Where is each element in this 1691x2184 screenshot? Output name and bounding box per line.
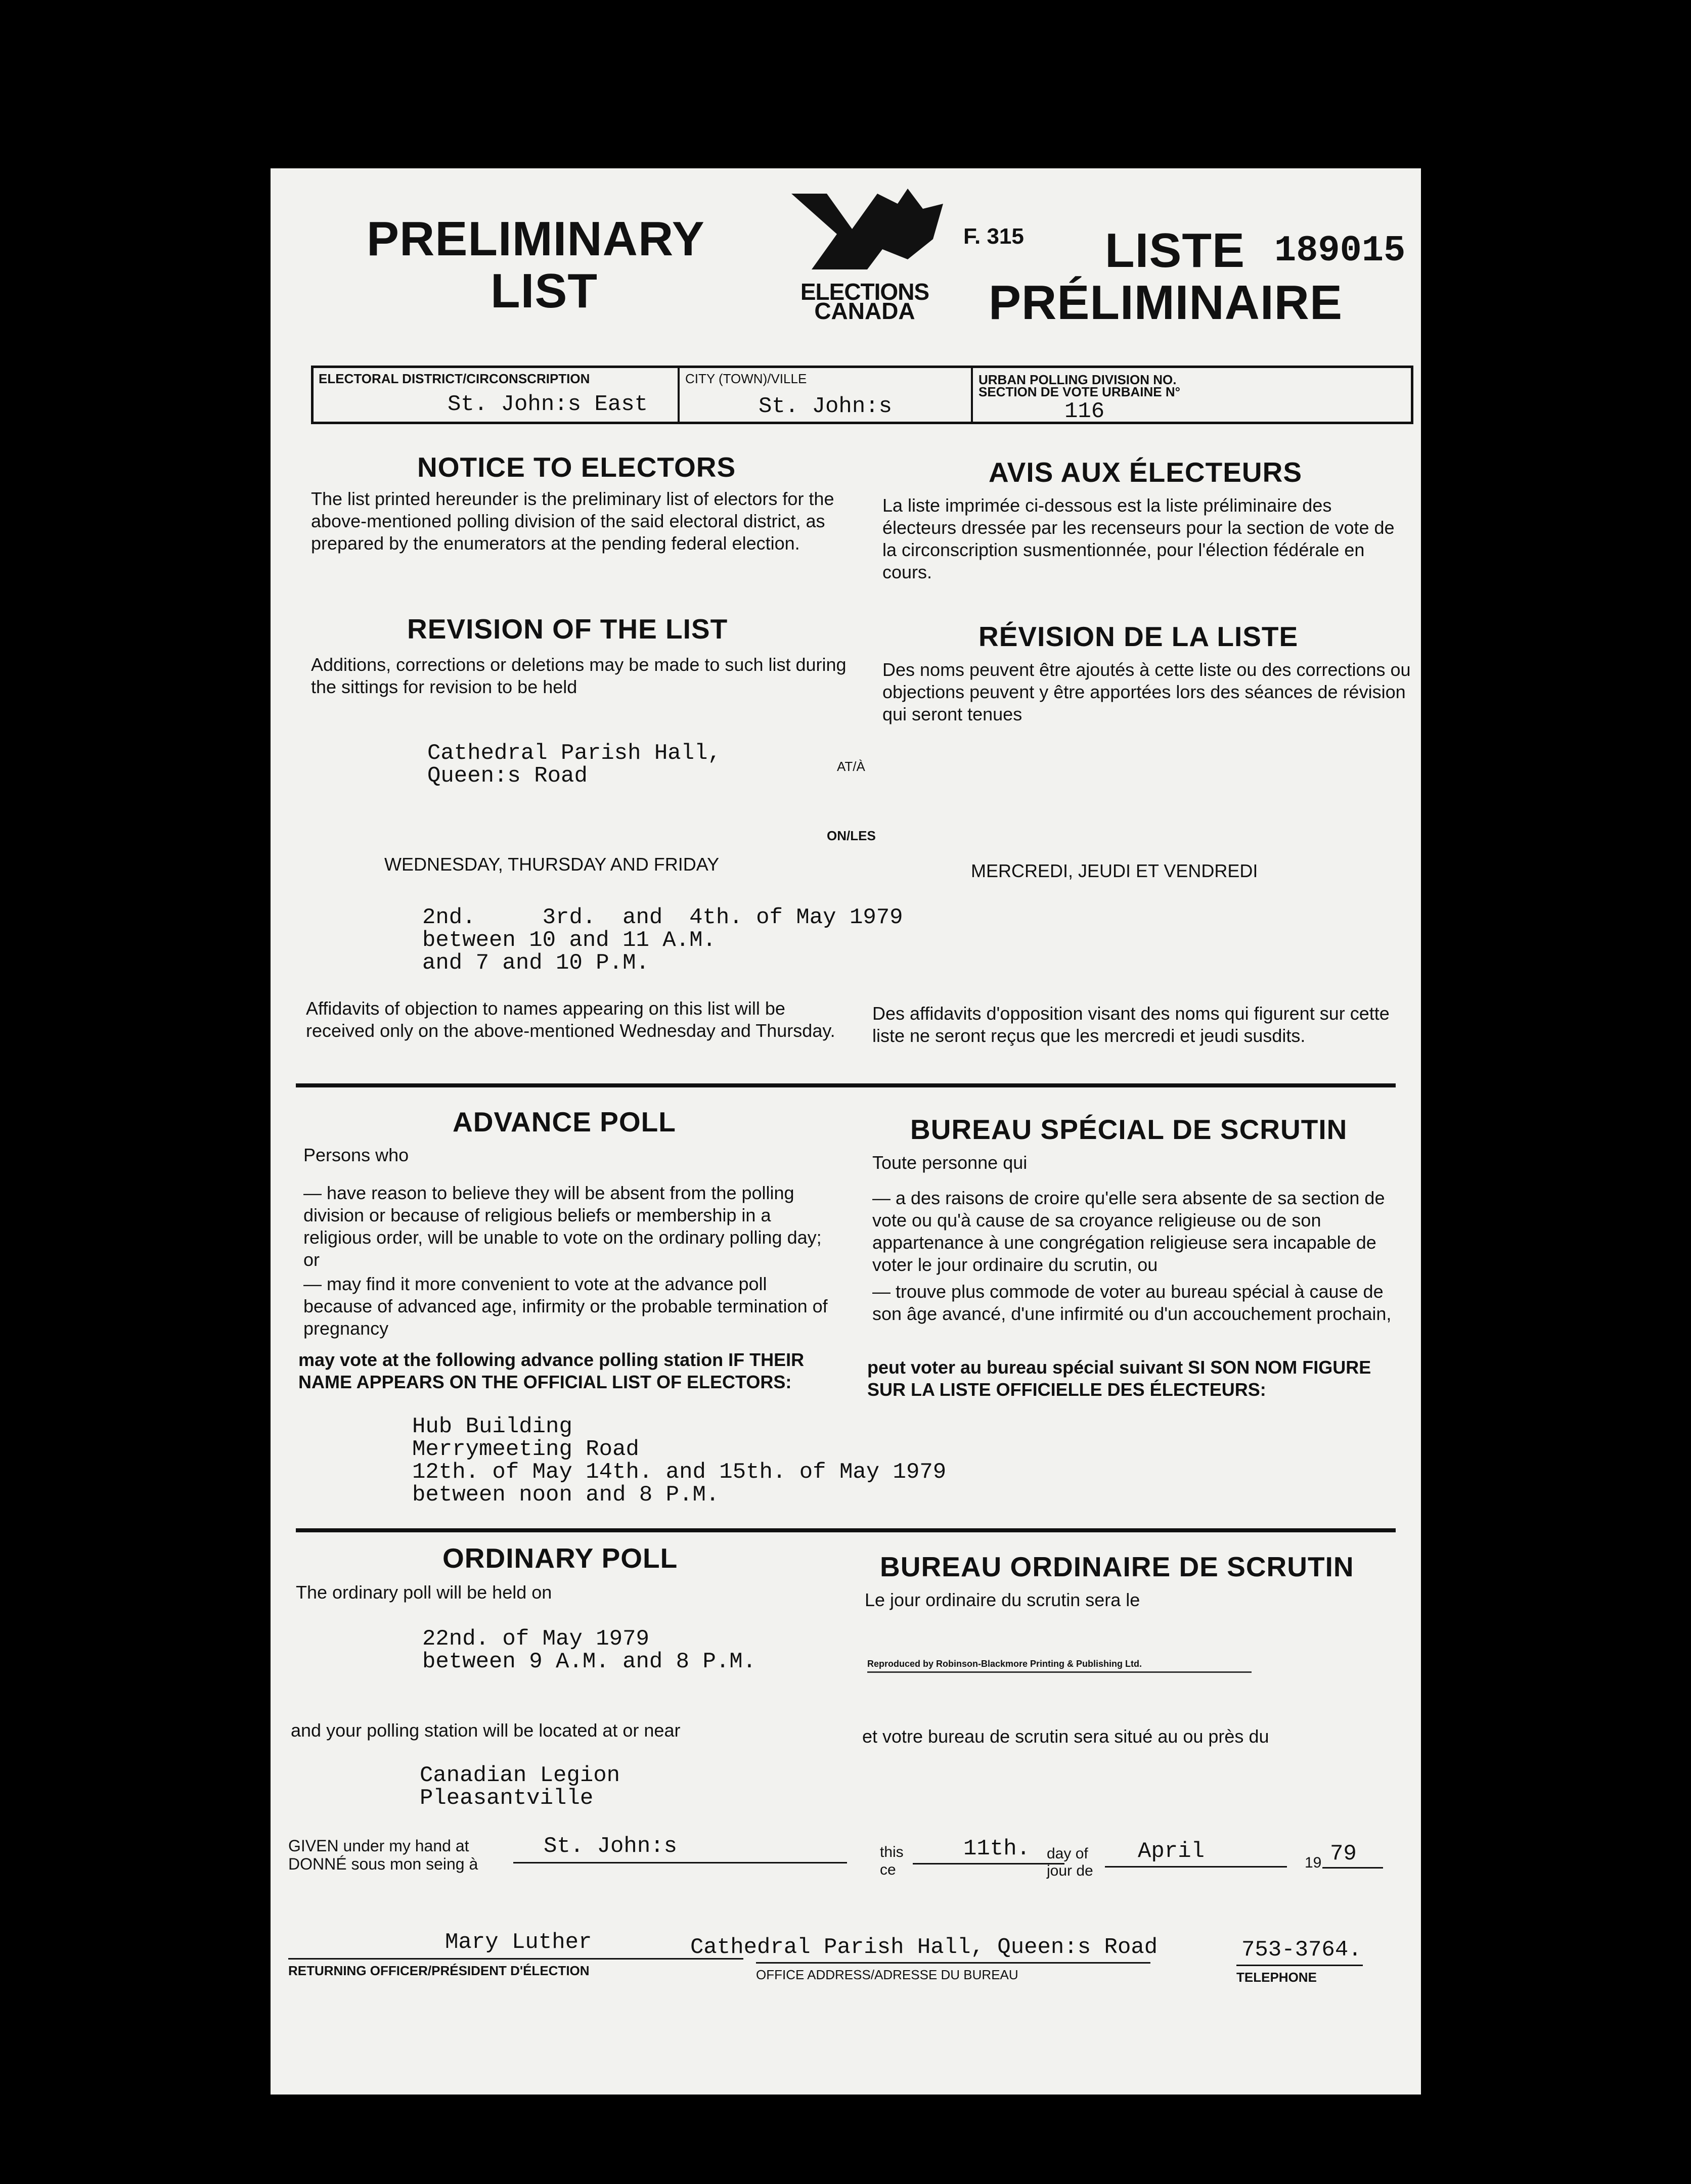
day-underline — [913, 1863, 1064, 1864]
persons-en: Persons who — [303, 1145, 409, 1165]
place-underline — [513, 1862, 847, 1863]
ordinary-title-fr: BUREAU ORDINAIRE DE SCRUTIN — [880, 1551, 1354, 1582]
advance-item2-en: — may find it more convenient to vote at the advance poll because of advanced age, infirmity or the probable termination of pregnancy — [303, 1273, 828, 1339]
revision-title-en: REVISION OF THE LIST — [407, 613, 728, 645]
advance-title-fr: BUREAU SPÉCIAL DE SCRUTIN — [910, 1114, 1348, 1145]
signature-year: 79 — [1330, 1841, 1357, 1867]
affidavit-en: Affidavits of objection to names appearing on this list will be received only on the above-mentioned Wednesday and Thursday. — [306, 998, 835, 1041]
notice-text-fr: La liste imprimée ci-dessous est la liste préliminaire des électeurs dressée par les recenseurs pour la section de vote de la circonscription susmentionnée, pour l'élection fédérale en cours. — [882, 495, 1395, 582]
jour-de-label: jour de — [1047, 1862, 1093, 1879]
advance-closing-fr: peut voter au bureau spécial suivant SI SON NOM FIGURE SUR LA LISTE OFFICIELLE DES ÉLECTEURS: — [867, 1357, 1371, 1400]
given-fr: DONNÉ sous mon seing à — [288, 1855, 478, 1873]
office-label: OFFICE ADDRESS/ADRESSE DU BUREAU — [756, 1967, 1018, 1982]
signature-day: 11th. — [963, 1836, 1031, 1861]
advance-closing-en: may vote at the following advance polling station IF THEIR NAME APPEARS ON THE OFFICIAL LIST OF ELECTORS: — [298, 1349, 805, 1392]
ordinary-station-line1: Canadian Legion — [420, 1763, 620, 1788]
advance-item2-fr: — trouve plus commode de voter au bureau spécial à cause de son âge avancé, d'une infirmité ou d'un accouchement prochain, — [872, 1281, 1392, 1324]
ordinary-location-fr: et votre bureau de scrutin sera situé au ou près du — [862, 1726, 1269, 1747]
revision-text-fr: Des noms peuvent être ajoutés à cette liste ou des corrections ou objections peuvent y être apportées lors des séances de révision qui seront tenues — [882, 659, 1411, 724]
city-label: CITY (TOWN)/VILLE — [685, 371, 807, 386]
signature-month: April — [1138, 1839, 1205, 1864]
printer-stamp: Reproduced by Robinson-Blackmore Printing & Publishing Ltd. — [867, 1659, 1252, 1673]
form-number: F. 315 — [963, 224, 1024, 249]
logo-text-line1: ELECTIONS — [800, 279, 929, 305]
day-of-label: day of — [1047, 1845, 1088, 1862]
ordinary-location-en: and your polling station will be located at or near — [291, 1720, 681, 1741]
officer-label: RETURNING OFFICER/PRÉSIDENT D'ÉLECTION — [288, 1963, 590, 1978]
telephone-underline — [1236, 1965, 1363, 1966]
title-en-line1: PRELIMINARY — [367, 212, 705, 266]
preliminary-list-form — [271, 168, 1421, 2095]
year-underline — [1322, 1867, 1383, 1869]
signature-place: St. John:s — [544, 1834, 678, 1859]
title-fr-line2: PRÉLIMINAIRE — [989, 276, 1343, 330]
on-label: ON/LES — [827, 828, 876, 843]
month-underline — [1105, 1866, 1287, 1868]
notice-title-en: NOTICE TO ELECTORS — [417, 451, 736, 483]
advance-station-line2: Merrymeeting Road — [412, 1437, 639, 1462]
advance-title-en: ADVANCE POLL — [453, 1106, 676, 1138]
advance-station-line1: Hub Building — [412, 1414, 572, 1439]
telephone: 753-3764. — [1241, 1937, 1362, 1963]
divider-2 — [296, 1528, 1396, 1532]
ordinary-held-fr: Le jour ordinaire du scrutin sera le — [865, 1589, 1140, 1610]
ordinary-station-line2: Pleasantville — [420, 1786, 594, 1811]
notice-title-fr: AVIS AUX ÉLECTEURS — [989, 457, 1303, 488]
title-en-line2: LIST — [491, 264, 598, 318]
advance-item1-en: — have reason to believe they will be absent from the polling division or because of religious beliefs or membership in a religious order, will be unable to vote on the ordinary polling day; or — [303, 1182, 822, 1270]
division-label-2: SECTION DE VOTE URBAINE N° — [978, 384, 1180, 399]
city-value: St. John:s — [759, 394, 893, 419]
officer-name: Mary Luther — [445, 1930, 592, 1955]
revision-text-en: Additions, corrections or deletions may be made to such list during the sittings for revision to be held — [311, 654, 847, 697]
elections-canada-logo — [781, 184, 948, 325]
revision-dates-line3: and 7 and 10 P.M. — [422, 950, 649, 976]
ce-label: ce — [880, 1861, 896, 1878]
revision-title-fr: RÉVISION DE LA LISTE — [978, 621, 1299, 652]
ordinary-date-line1: 22nd. of May 1979 — [422, 1626, 649, 1652]
ordinary-held-en: The ordinary poll will be held on — [296, 1582, 552, 1603]
telephone-label: TELEPHONE — [1236, 1970, 1317, 1985]
at-label: AT/À — [837, 759, 865, 774]
days-en: WEDNESDAY, THURSDAY AND FRIDAY — [384, 854, 720, 875]
notice-text-en: The list printed hereunder is the preliminary list of electors for the above-mentioned polling division of the said electoral district, as prepared by the enumerators at the pending federal election. — [311, 488, 834, 554]
divider-1 — [296, 1083, 1396, 1087]
division-label-1: URBAN POLLING DIVISION NO. — [978, 372, 1177, 387]
affidavit-fr: Des affidavits d'opposition visant des noms qui figurent sur cette liste ne seront reçus que les mercredi et jeudi susdits. — [872, 1003, 1390, 1046]
revision-dates-line1: 2nd. 3rd. and 4th. of May 1979 — [422, 905, 903, 930]
ordinary-title-en: ORDINARY POLL — [442, 1542, 678, 1574]
serial-number: 189015 — [1274, 230, 1406, 271]
advance-item1-fr: — a des raisons de croire qu'elle sera absente de sa section de vote ou qu'à cause de sa croyance religieuse ou de son appartenance à une congrégation religieuse sera incapable de voter le jour ordinaire du scrutin, ou — [872, 1188, 1385, 1275]
revision-location-line1: Cathedral Parish Hall, — [427, 741, 721, 766]
district-value: St. John:s East — [448, 392, 648, 417]
this-label: this — [880, 1844, 904, 1860]
persons-fr: Toute personne qui — [872, 1152, 1028, 1173]
office-underline — [756, 1962, 1150, 1964]
officer-underline — [288, 1958, 743, 1960]
advance-station-line4: between noon and 8 P.M. — [412, 1482, 720, 1508]
given-en: GIVEN under my hand at — [288, 1837, 469, 1855]
revision-location-line2: Queen:s Road — [427, 763, 588, 789]
ordinary-date-line2: between 9 A.M. and 8 P.M. — [422, 1649, 757, 1674]
maple-x-icon — [781, 184, 948, 285]
revision-dates-line2: between 10 and 11 A.M. — [422, 928, 716, 953]
days-fr: MERCREDI, JEUDI ET VENDREDI — [971, 860, 1258, 881]
office-address: Cathedral Parish Hall, Queen:s Road — [690, 1935, 1158, 1960]
info-box — [311, 366, 1413, 424]
advance-station-line3: 12th. of May 14th. and 15th. of May 1979 — [412, 1460, 947, 1485]
district-label: ELECTORAL DISTRICT/CIRCONSCRIPTION — [319, 371, 590, 386]
title-fr-line1: LISTE — [1105, 223, 1245, 278]
year-prefix: 19 — [1305, 1854, 1322, 1871]
logo-text-line2: CANADA — [814, 298, 915, 324]
division-value: 116 — [1064, 399, 1105, 424]
